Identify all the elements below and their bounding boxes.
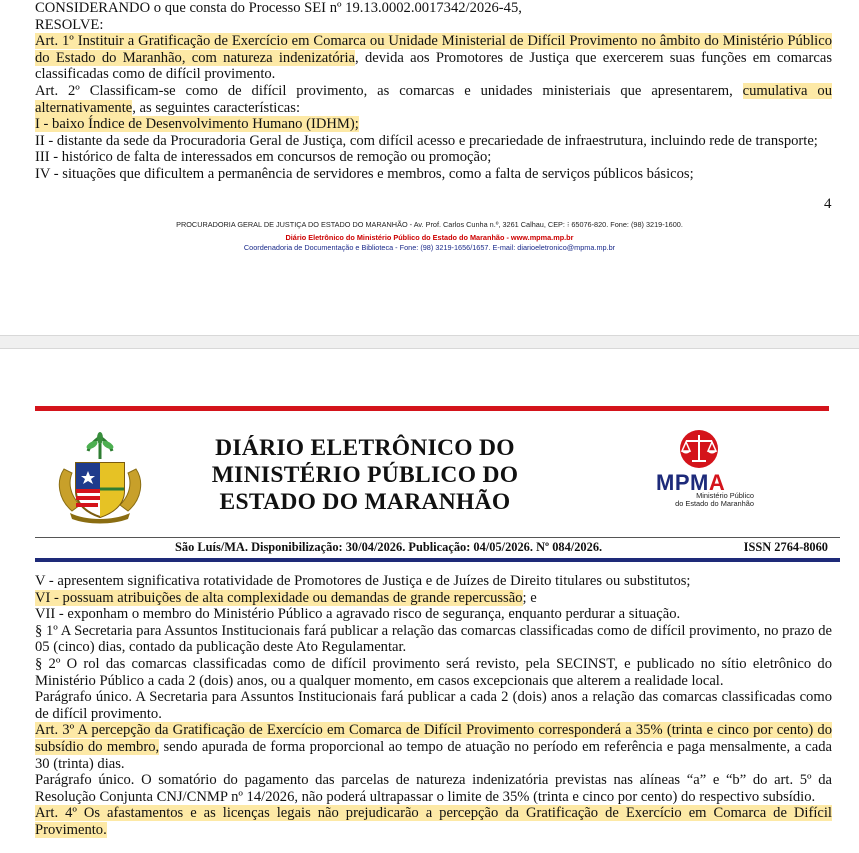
masthead-line-2: MINISTÉRIO PÚBLICO DO [211, 462, 519, 488]
issue-rule-bottom [35, 558, 840, 562]
highlighted-text: VI - possuam atribuições de alta complexidade ou demandas de grande repercussão [35, 589, 523, 606]
paragraph: Parágrafo único. A Secretaria para Assuntos Institucionais fará publicar a cada 2 (dois) anos a relação das comarcas classificadas como de difícil provimento. [35, 689, 832, 722]
page-4-body-text [35, 0, 832, 183]
paragraph [35, 83, 832, 116]
paragraph [35, 805, 832, 838]
paragraph-text: , devida aos Promotores de Justiça que exercerem suas funções em comarcas classificadas como de difícil provimento. [35, 49, 832, 83]
state-coat-of-arms-icon [50, 429, 150, 524]
paragraph: IV - situações que dificultem a permanência de servidores e membros, como a falta de serviços públicos básicos; [35, 165, 694, 182]
highlighted-text: Art. 3º A percepção da Gratificação de Exercício em Comarca de Difícil Provimento corresponderá a 35% (trinta e cinco por cento) do subsídio do membro, [35, 722, 832, 755]
footer-address: PROCURADORIA GERAL DE JUSTIÇA DO ESTADO DO MARANHÃO - Av. Prof. Carlos Cunha n.º, 3261 Calhau, CEP: ⁝ 65076-820. Fone: (98) 3219-1600. [176, 220, 683, 229]
page-separator [0, 335, 859, 349]
page-number: 4 [824, 196, 832, 212]
highlighted-text: Art. 4º Os afastamentos e as licenças legais não prejudicarão a percepção da Gratificação de Exercício em Comarca de Difícil Provimento. [35, 805, 832, 838]
paragraph: VII - exponham o membro do Ministério Público a agravado risco de segurança, enquanto perdurar a situação. [35, 606, 681, 623]
paragraph: Parágrafo único. O somatório do pagamento das parcelas de natureza indenizatória previstas nas alíneas “a” e “b” do art. 5º da Resolução Conjunta CNJ/CNMP nº 14/2026, não poderá ultrapassar o limite de 35% (trinta e cinco por cento) do respectivo subsídio. [35, 772, 832, 805]
issue-rule-top [35, 537, 840, 538]
document-page-4 [0, 0, 859, 335]
masthead-red-rule [35, 406, 829, 411]
paragraph-text: ; e [522, 589, 537, 606]
paragraph: II - distante da sede da Procuradoria Geral de Justiça, com difícil acesso e precariedade de infraestrutura, incluindo rede de transporte; [35, 132, 818, 149]
paragraph-text: sendo apurada de forma proporcional ao tempo de atuação no período em referência e paga mensalmente, a cada 30 (trinta) dias. [35, 738, 832, 772]
highlighted-text: Art. 1º Instituir a Gratificação de Exercício em Comarca ou Unidade Ministerial de Difícil Provimento no âmbito do Ministério Público do Estado do Maranhão, com natureza indenizatória [35, 33, 832, 66]
paragraph [35, 722, 832, 772]
footer-contact: Coordenadoria de Documentação e Biblioteca - Fone: (98) 3219-1656/1657. E-mail: diarioeletronico@mpma.mp.br [243, 243, 616, 252]
masthead-line-3: ESTADO DO MARANHÃO [219, 489, 511, 515]
paragraph: V - apresentem significativa rotatividade de Promotores de Justiça e de Juízes de Direito titulares ou substitutos; [35, 573, 691, 589]
footer-site: Diário Eletrônico do Ministério Público do Estado do Maranhão - www.mpma.mp.br [285, 233, 574, 242]
paragraph-text: , as seguintes características: [132, 99, 301, 116]
mpma-logo-subtitle-2: do Estado do Maranhão [675, 499, 754, 508]
issue-info: São Luís/MA. Disponibilização: 30/04/2026. Publicação: 04/05/2026. Nº 084/2026. [175, 540, 603, 554]
document-page-5 [0, 349, 859, 853]
masthead-line-1: DIÁRIO ELETRÔNICO DO [215, 435, 515, 461]
paragraph: § 2º O rol das comarcas classificadas como de difícil provimento será revisto, pela SECINST, e publicado no sítio eletrônico do Ministério Público a cada 2 (dois) anos, ou a qualquer momento, em casos excepcionais que alterem a realidade local. [35, 655, 832, 689]
paragraph-text: Art. 2º Classificam-se como de difícil provimento, as comarcas e unidades ministeriais que apresentarem, [35, 82, 743, 99]
highlighted-text: I - baixo Índice de Desenvolvimento Humano (IDHM); [35, 116, 359, 133]
paragraph: § 1º A Secretaria para Assuntos Institucionais fará publicar a relação das comarcas classificadas como de difícil provimento, no prazo de 05 (cinco) dias, contado da publicação deste Ato Regulamentar. [35, 622, 832, 656]
paragraph: III - histórico de falta de interessados em concursos de remoção ou promoção; [35, 149, 492, 166]
mpma-logo-subtitle-1: Ministério Público [696, 491, 754, 500]
paragraph: CONSIDERANDO o que consta do Processo SEI nº 19.13.0002.0017342/2026-45, [35, 0, 522, 16]
paragraph: RESOLVE: [35, 16, 104, 33]
masthead-title [200, 435, 530, 516]
paragraph [35, 590, 832, 607]
paragraph [35, 116, 832, 133]
page-5-body-text [35, 573, 832, 839]
highlighted-text: cumulativa ou alternativamente [35, 82, 832, 116]
issn: ISSN 2764-8060 [743, 540, 828, 554]
mpma-logo-wordmark: MPMA [656, 470, 726, 495]
paragraph [35, 33, 832, 83]
